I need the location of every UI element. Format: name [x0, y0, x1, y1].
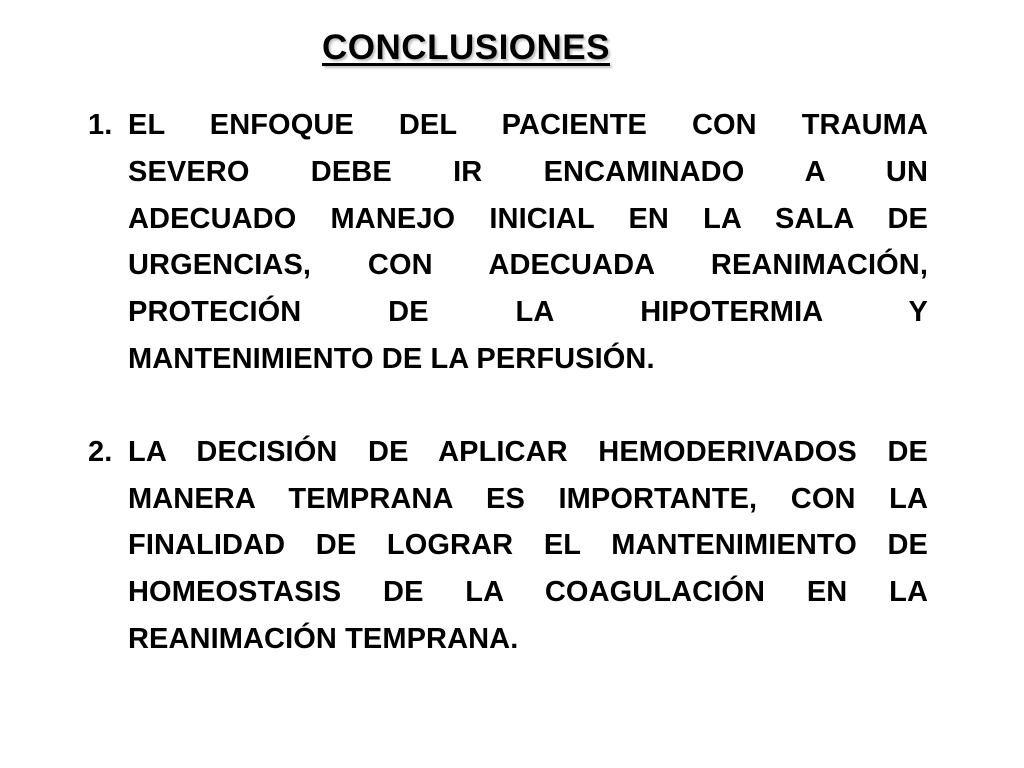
item-line: MANERA TEMPRANA ES IMPORTANTE, CON LA — [128, 482, 928, 515]
item-line: REANIMACIÓN TEMPRANA. — [128, 622, 519, 655]
item-line: EL ENFOQUE DEL PACIENTE CON TRAUMA — [128, 109, 928, 141]
item-line: ADECUADO MANEJO INICIAL EN LA SALA DE — [128, 202, 928, 235]
item-line: PROTECIÓN DE LA HIPOTERMIA Y — [128, 296, 928, 329]
item-number: 1. — [88, 109, 113, 141]
item-line: FINALIDAD DE LOGRAR EL MANTENIMIENTO DE — [128, 529, 928, 562]
item-line: HOMEOSTASIS DE LA COAGULACIÓN EN LA — [128, 576, 928, 609]
item-line: SEVERO DEBE IR ENCAMINADO A UN — [128, 155, 928, 188]
item-line: MANTENIMIENTO DE LA PERFUSIÓN. — [128, 342, 655, 375]
conclusion-item-2 — [88, 429, 928, 663]
slide-title: CONCLUSIONES — [322, 28, 610, 67]
item-line: LA DECISIÓN DE APLICAR HEMODERIVADOS DE — [128, 435, 928, 468]
conclusion-item-1 — [88, 102, 928, 383]
item-number: 2. — [88, 435, 113, 468]
item-line: URGENCIAS, CON ADECUADA REANIMACIÓN, — [128, 249, 928, 282]
conclusions-list — [88, 102, 928, 663]
